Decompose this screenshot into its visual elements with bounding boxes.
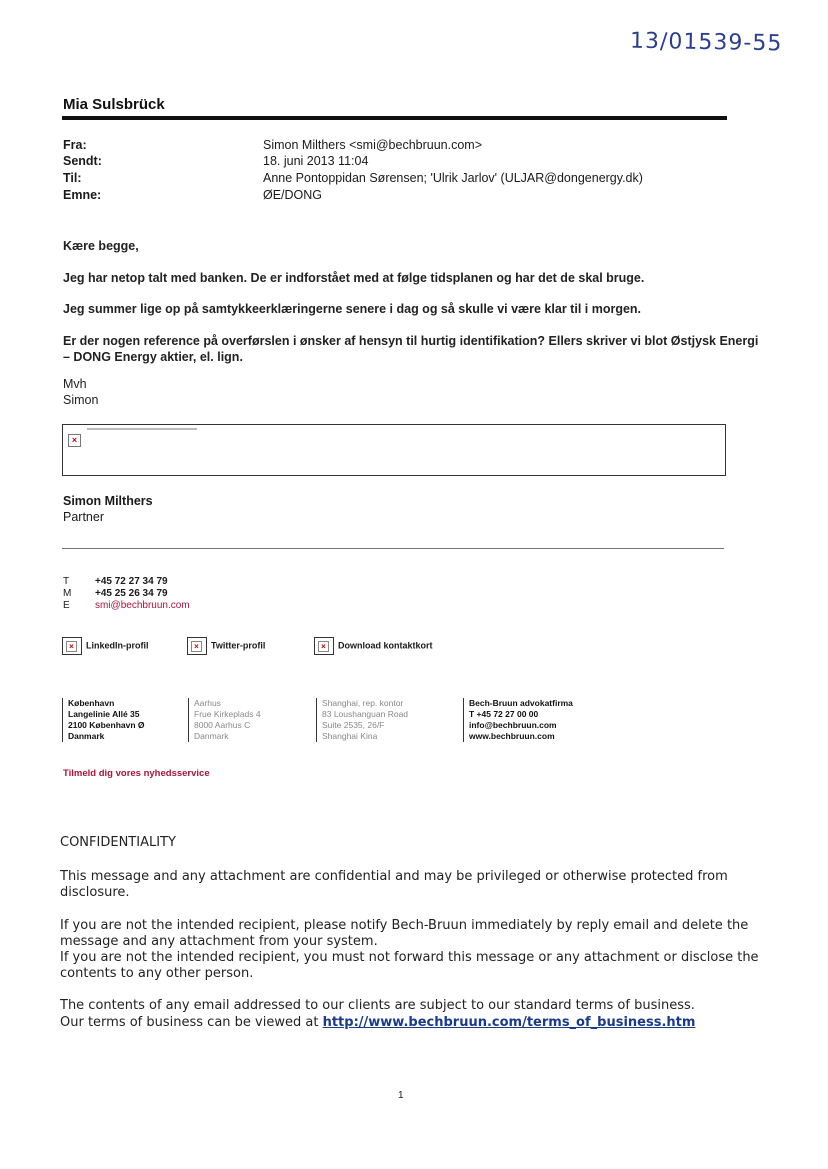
signature-title: Partner bbox=[63, 510, 104, 524]
email-greeting: Kære begge, bbox=[63, 239, 139, 253]
office-firm-contact bbox=[463, 698, 573, 742]
twitter-label: Twitter-profil bbox=[211, 640, 266, 651]
office-city: Shanghai, rep. kontor bbox=[322, 698, 404, 708]
vcard-link[interactable] bbox=[314, 637, 433, 655]
broken-image-icon: × bbox=[68, 434, 81, 447]
signature-name: Simon Milthers bbox=[63, 494, 153, 508]
subject-value: ØE/DONG bbox=[263, 188, 323, 202]
office-line: 8000 Aarhus C bbox=[194, 720, 251, 730]
email-link[interactable]: smi@bechbruun.com bbox=[95, 600, 190, 611]
office-city: København bbox=[68, 698, 115, 708]
linkedin-label: LinkedIn-profil bbox=[86, 640, 149, 651]
page-number: 1 bbox=[398, 1090, 404, 1101]
vcard-icon: × bbox=[314, 637, 334, 655]
linkedin-link[interactable] bbox=[62, 637, 149, 655]
twitter-link[interactable] bbox=[187, 637, 265, 655]
email-label: E bbox=[63, 600, 70, 611]
signature-logo-box bbox=[62, 424, 726, 476]
office-copenhagen bbox=[62, 698, 145, 742]
office-line: Shanghai Kina bbox=[322, 731, 378, 741]
phone-label: T bbox=[63, 576, 70, 587]
newsletter-link[interactable]: Tilmeld dig vores nyhedsservice bbox=[63, 768, 210, 779]
mailbox-owner-name: Mia Sulsbrück bbox=[63, 96, 165, 113]
confidentiality-paragraph: If you are not the intended recipient, you must not forward this message or any attachment or disclose the contents to any other person. bbox=[60, 950, 759, 981]
terms-prefix: Our terms of business can be viewed at bbox=[60, 1015, 323, 1030]
phone-value: +45 72 27 34 79 bbox=[95, 576, 168, 587]
office-line: Langelinie Allé 35 bbox=[68, 709, 140, 719]
subject-label: Emne: bbox=[63, 188, 102, 202]
office-line: T +45 72 27 00 00 bbox=[469, 709, 539, 719]
office-line: 2100 København Ø bbox=[68, 720, 145, 730]
linkedin-icon: × bbox=[62, 637, 82, 655]
to-value: Anne Pontoppidan Sørensen; 'Ulrik Jarlov' (ULJAR@dongenergy.dk) bbox=[263, 171, 643, 185]
handwritten-case-number: 13/01539-55 bbox=[629, 28, 783, 57]
office-line: Danmark bbox=[194, 731, 229, 741]
logo-placeholder-line bbox=[87, 428, 197, 430]
firm-website-link[interactable]: www.bechbruun.com bbox=[469, 731, 555, 741]
terms-link[interactable]: http://www.bechbruun.com/terms_of_business.htm bbox=[322, 1015, 696, 1030]
office-city: Aarhus bbox=[194, 698, 221, 708]
office-line: Suite 2535, 26/F bbox=[322, 720, 385, 730]
to-label: Til: bbox=[63, 171, 82, 185]
confidentiality-heading: CONFIDENTIALITY bbox=[60, 835, 176, 850]
firm-email-link[interactable]: info@bechbruun.com bbox=[469, 720, 557, 730]
confidentiality-paragraph: The contents of any email addressed to our clients are subject to our standard terms of business. bbox=[60, 998, 695, 1013]
twitter-icon: × bbox=[187, 637, 207, 655]
from-label: Fra: bbox=[63, 138, 87, 152]
signature-divider bbox=[62, 548, 724, 549]
sent-label: Sendt: bbox=[63, 154, 102, 168]
mobile-label: M bbox=[63, 588, 72, 599]
office-line: Frue Kirkeplads 4 bbox=[194, 709, 261, 719]
header-divider bbox=[62, 116, 727, 120]
vcard-label: Download kontaktkort bbox=[338, 640, 433, 651]
confidentiality-paragraph: If you are not the intended recipient, please notify Bech-Bruun immediately by reply email and delete the message and any attachment from your system. bbox=[60, 918, 749, 949]
mobile-value: +45 25 26 34 79 bbox=[95, 588, 168, 599]
email-closing: Mvh bbox=[63, 377, 87, 391]
from-value: Simon Milthers <smi@bechbruun.com> bbox=[263, 138, 483, 152]
email-paragraph: Jeg har netop talt med banken. De er indforstået med at følge tidsplanen og har det de skal bruge. bbox=[63, 271, 645, 285]
sent-value: 18. juni 2013 11:04 bbox=[263, 154, 369, 168]
office-city: Bech-Bruun advokatfirma bbox=[469, 698, 573, 708]
email-paragraph: Er der nogen reference på overførslen i ønsker af hensyn til hurtig identifikation? Ellers skriver vi blot Østjysk Energi – DONG Energy aktier, el. lign. bbox=[63, 334, 759, 364]
confidentiality-paragraph: This message and any attachment are confidential and may be privileged or otherwise protected from disclosure. bbox=[60, 869, 728, 900]
email-sender: Simon bbox=[63, 393, 99, 407]
office-shanghai bbox=[316, 698, 408, 742]
email-paragraph: Jeg summer lige op på samtykkeerklæringerne senere i dag og så skulle vi være klar til i morgen. bbox=[63, 302, 642, 316]
terms-line bbox=[60, 1015, 760, 1031]
office-line: 83 Loushanguan Road bbox=[322, 709, 409, 719]
office-line: Danmark bbox=[68, 731, 105, 741]
office-aarhus bbox=[188, 698, 261, 742]
